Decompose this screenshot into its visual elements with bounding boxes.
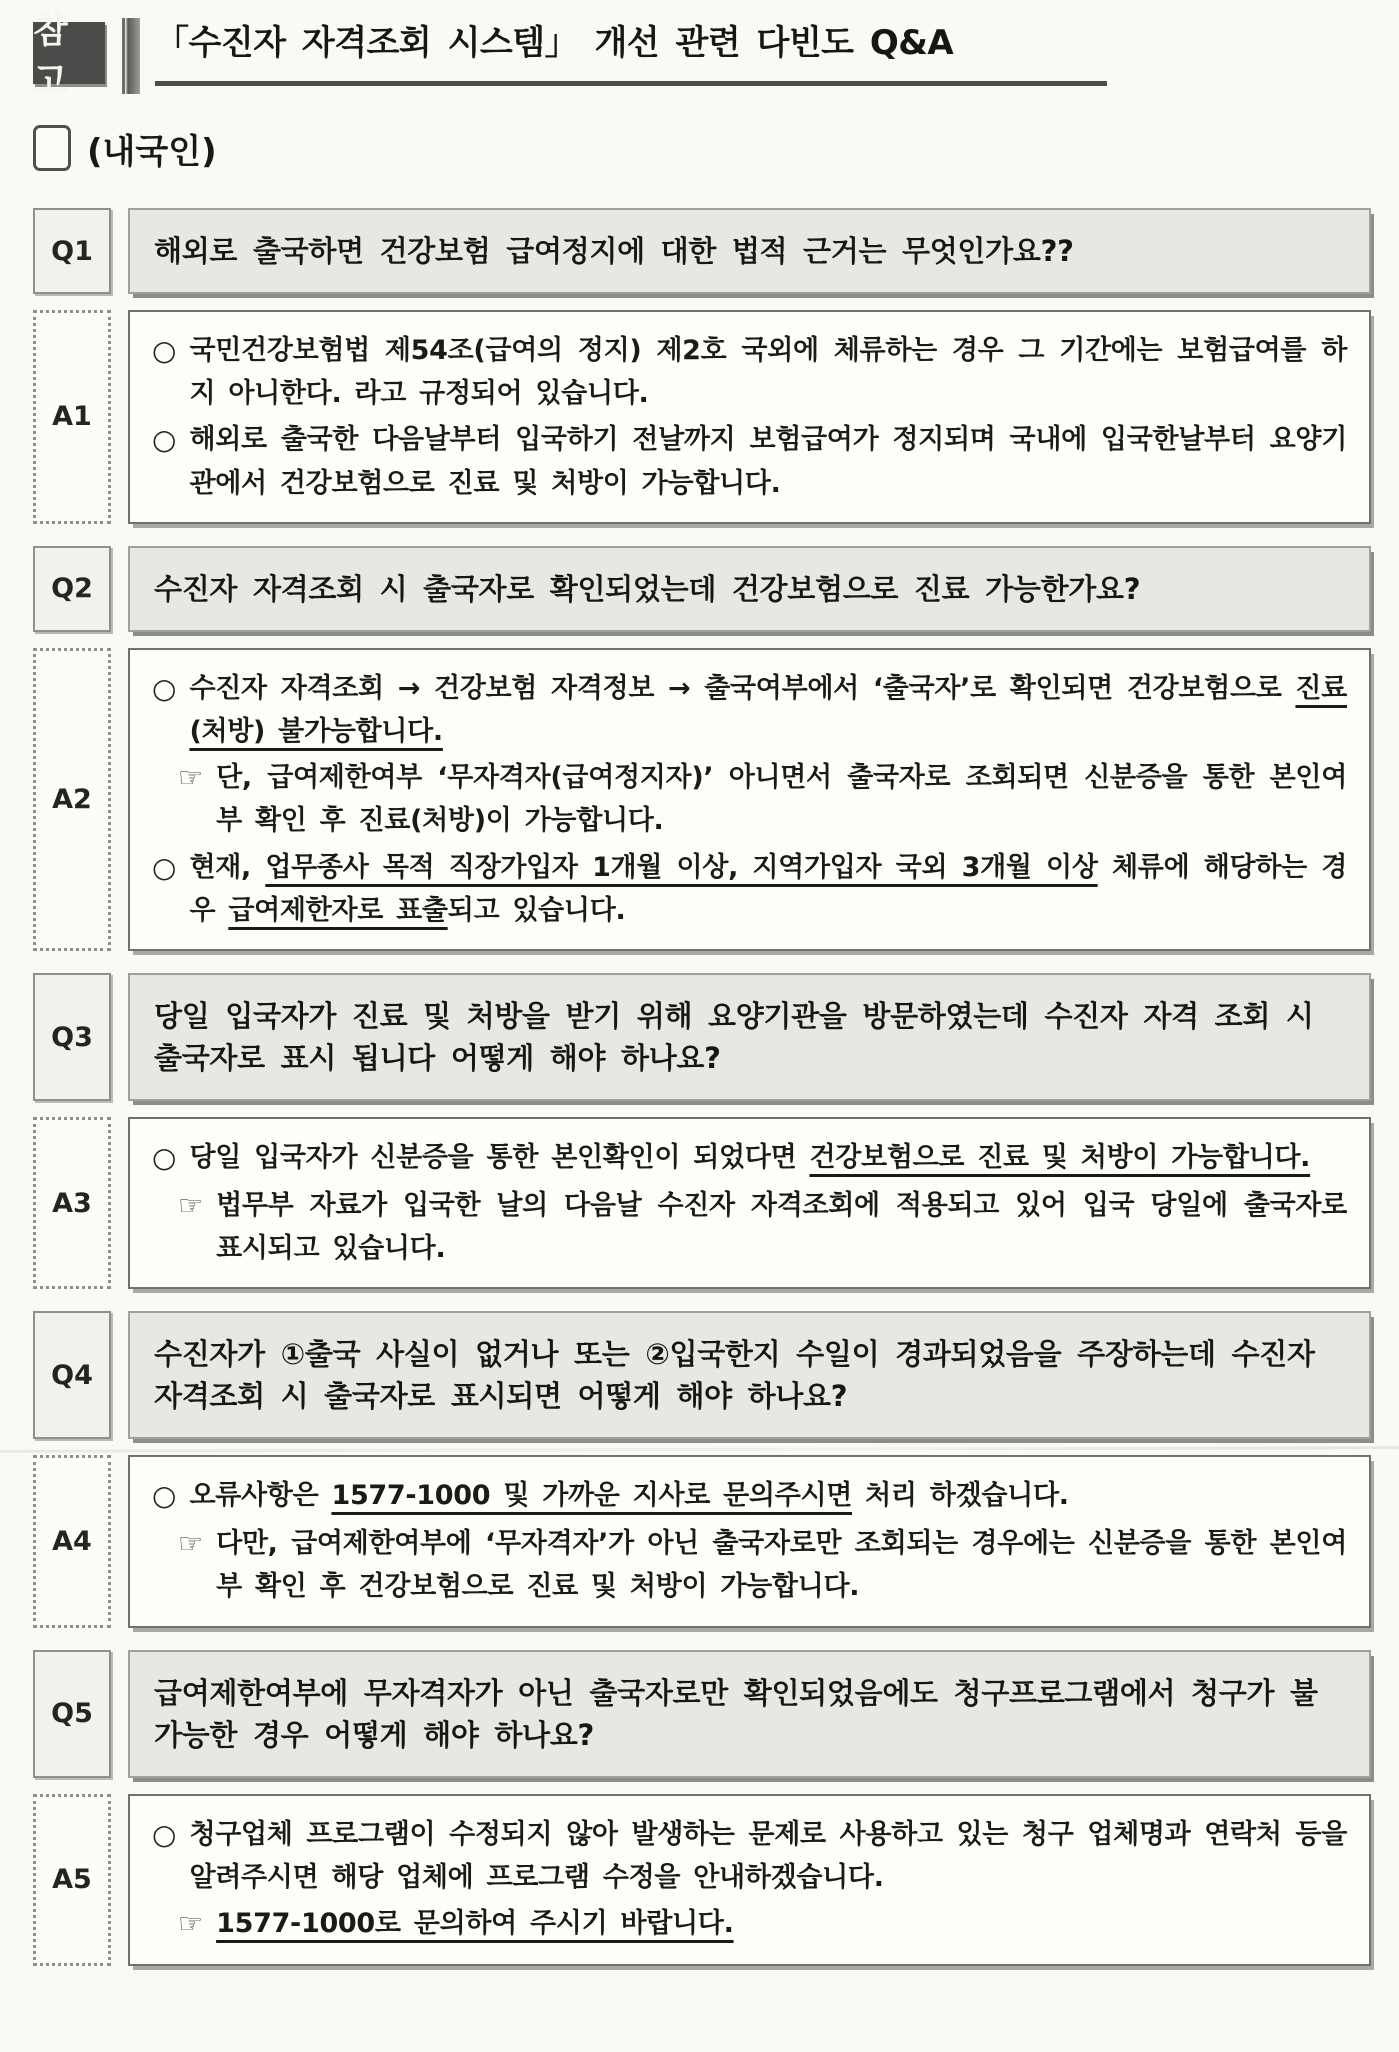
answer-item [152, 1474, 1347, 1519]
answer-item [178, 1902, 1347, 1947]
answer-box [128, 1117, 1371, 1289]
question-text: 해외로 출국하면 건강보험 급여정지에 대한 법적 근거는 무엇인가요?? [154, 234, 1074, 268]
answer-label: A3 [33, 1117, 111, 1289]
answer-item [152, 667, 1347, 753]
question-box [128, 208, 1371, 294]
answer-item [152, 329, 1347, 415]
question-box [128, 1650, 1371, 1778]
question-box [128, 973, 1371, 1101]
question-row [33, 208, 1371, 294]
qa-block [33, 973, 1371, 1289]
answer-text: 청구업체 프로그램이 수정되지 않아 발생하는 문제로 사용하고 있는 청구 업체명과 연락처 등을 알려주시면 해당 업체에 프로그램 수정을 안내하겠습니다. [189, 1818, 1347, 1893]
question-box [128, 1311, 1371, 1439]
qa-block [33, 1650, 1371, 1966]
question-label: Q2 [33, 546, 111, 632]
answer-item [152, 846, 1347, 932]
answer-box [128, 1455, 1371, 1627]
answer-item [178, 1184, 1347, 1270]
answer-label: A2 [33, 648, 111, 951]
answer-item [178, 1522, 1347, 1608]
answer-row [33, 1117, 1371, 1289]
page-title: 「수진자 자격조회 시스템」 개선 관련 다빈도 Q&A [155, 23, 954, 63]
qa-block [33, 208, 1371, 524]
pointing-finger-icon: ☞ [178, 761, 204, 795]
question-row [33, 546, 1371, 632]
answer-item [152, 1813, 1347, 1899]
answer-row [33, 1794, 1371, 1966]
question-row [33, 973, 1371, 1101]
answer-item [152, 418, 1347, 504]
question-text: 당일 입국자가 진료 및 처방을 받기 위해 요양기관을 방문하였는데 수진자 자격 조회 시 출국자로 표시 됩니다 어떻게 해야 하나요? [154, 998, 1314, 1076]
answer-label: A5 [33, 1794, 111, 1966]
question-text: 급여제한여부에 무자격자가 아닌 출국자로만 확인되었음에도 청구프로그램에서 청구가 불가능한 경우 어떻게 해야 하나요? [154, 1675, 1318, 1752]
answer-box [128, 1794, 1371, 1966]
answer-label: A4 [33, 1455, 111, 1627]
question-text: 수진자가 ①출국 사실이 없거나 또는 ②입국한지 수일이 경과되었음을 주장하는데 수진자 자격조회 시 출국자로 표시되면 어떻게 해야 하나요? [154, 1337, 1315, 1414]
pointing-finger-icon: ☞ [178, 1527, 204, 1561]
circle-bullet-icon: ○ [152, 671, 177, 705]
question-label: Q5 [33, 1650, 111, 1778]
question-label: Q3 [33, 973, 111, 1101]
question-label: Q4 [33, 1311, 111, 1439]
square-bullet-icon [33, 125, 71, 171]
section-heading [33, 124, 1371, 172]
question-label: Q1 [33, 208, 111, 294]
title-underline-block [155, 16, 1107, 86]
answer-text: 수진자 자격조회 → 건강보험 자격정보 → 출국여부에서 ‘출국자’로 확인되면 건강보험으로 진료(처방) 불가능합니다. [189, 672, 1347, 748]
answer-text: 당일 입국자가 신분증을 통한 본인확인이 되었다면 건강보험으로 진료 및 처방이 가능합니다. [189, 1142, 1311, 1174]
qa-block [33, 546, 1371, 951]
header-divider-bar [122, 18, 140, 94]
answer-text: 1577-1000로 문의하여 주시기 바랍니다. [216, 1907, 734, 1939]
answer-text: 다만, 급여제한여부에 ‘무자격자’가 아닌 출국자로만 조회되는 경우에는 신분증을 통한 본인여부 확인 후 건강보험으로 진료 및 처방이 가능합니다. [216, 1528, 1347, 1603]
answer-row [33, 1455, 1371, 1627]
pointing-finger-icon: ☞ [178, 1906, 204, 1940]
circle-bullet-icon: ○ [152, 1141, 177, 1175]
question-row [33, 1311, 1371, 1439]
pointing-finger-icon: ☞ [178, 1188, 204, 1222]
qa-list [33, 208, 1371, 1966]
answer-box [128, 310, 1371, 524]
answer-row [33, 648, 1371, 951]
answer-row [33, 310, 1371, 524]
question-row [33, 1650, 1371, 1778]
circle-bullet-icon: ○ [152, 850, 177, 884]
circle-bullet-icon: ○ [152, 1479, 177, 1513]
answer-text: 오류사항은 1577-1000 및 가까운 지사로 문의주시면 처리 하겠습니다. [189, 1480, 1069, 1512]
section-title: (내국인) [87, 131, 217, 172]
circle-bullet-icon: ○ [152, 423, 177, 457]
reference-badge: 참고 [33, 22, 105, 84]
answer-item [152, 1136, 1347, 1181]
answer-text: 해외로 출국한 다음날부터 입국하기 전날까지 보험급여가 정지되며 국내에 입국한날부터 요양기관에서 건강보험으로 진료 및 처방이 가능합니다. [189, 424, 1347, 499]
answer-box [128, 648, 1371, 951]
qa-block [33, 1311, 1371, 1627]
answer-text: 단, 급여제한여부 ‘무자격자(급여정지자)’ 아니면서 출국자로 조회되면 신분증을 통한 본인여부 확인 후 진료(처방)이 가능합니다. [216, 762, 1347, 837]
circle-bullet-icon: ○ [152, 1817, 177, 1851]
circle-bullet-icon: ○ [152, 334, 177, 368]
answer-text: 법무부 자료가 입국한 날의 다음날 수진자 자격조회에 적용되고 있어 입국 당일에 출국자로 표시되고 있습니다. [216, 1189, 1347, 1265]
question-box [128, 546, 1371, 632]
answer-text: 국민건강보험법 제54조(급여의 정지) 제2호 국외에 체류하는 경우 그 기간에는 보험급여를 하지 아니한다. 라고 규정되어 있습니다. [189, 335, 1347, 410]
question-text: 수진자 자격조회 시 출국자로 확인되었는데 건강보험으로 진료 가능한가요? [154, 571, 1141, 606]
answer-item [178, 756, 1347, 842]
answer-label: A1 [33, 310, 111, 524]
header [33, 10, 1371, 102]
answer-text: 현재, 업무종사 목적 직장가입자 1개월 이상, 지역가입자 국외 3개월 이상 체류에 해당하는 경우 급여제한자로 표출되고 있습니다. [189, 851, 1348, 926]
